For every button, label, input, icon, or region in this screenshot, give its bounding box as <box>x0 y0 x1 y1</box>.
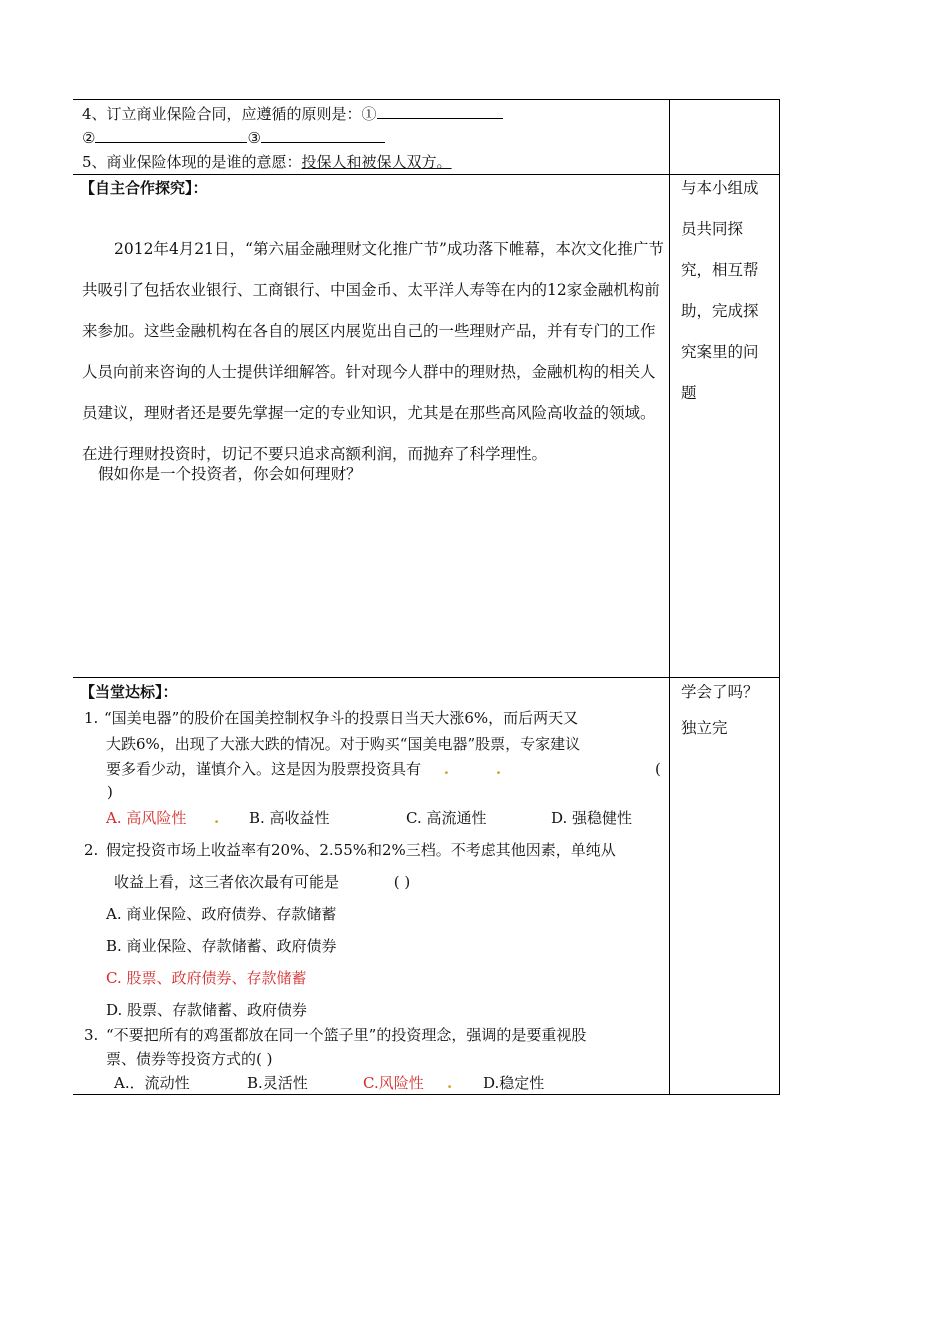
column-divider <box>669 99 670 1095</box>
q3-line2: 票、债券等投资方式的( ) <box>106 1050 273 1068</box>
item4-line1 <box>82 104 503 124</box>
q1-option-c[interactable]: C. 高流通性 <box>406 809 487 827</box>
q3-option-c[interactable]: C.风险性 <box>363 1074 424 1092</box>
item4-circle-3: ③ <box>247 129 261 147</box>
q3-option-d[interactable]: D.稳定性 <box>483 1074 545 1092</box>
q3-line1: “不要把所有的鸡蛋都放在同一个篮子里”的投资理念，强调的是要重视股 <box>106 1026 587 1044</box>
q2-option-a[interactable]: A. 商业保险、政府债券、存款储蓄 <box>106 905 337 923</box>
case-paragraph: 2012年4月21日，“第六届金融理财文化推广节”成功落下帷幕，本次文化推广节共吸引了包括农业银行、工商银行、中国金币、太平洋人寿等在内的12家金融机构前来参加。这些金融机构在各自的展区内展览出自己的一些理财产品，并有专门的工作人员向前来咨询的人士提供详细解答。针对现今人群中的理财热，金融机构的相关人员建议，理财者还是要先掌握一定的专业知识，尤其是在那些高风险高收益的领域。在进行理财投资时，切记不要只追求高额利润，而抛弃了科学理性。 <box>82 240 664 463</box>
q1-option-d[interactable]: D. 强稳健性 <box>551 809 633 827</box>
item5-answer: 投保人和被保人双方。 <box>301 153 452 171</box>
group-instruction: 与本小组成员共同探究，相互帮助，完成探究案里的问题 <box>681 179 759 402</box>
q1-line2: 大跌6%，出现了大涨大跌的情况。对于购买“国美电器”股票，专家建议 <box>106 735 581 753</box>
item4-blank-3[interactable] <box>261 128 385 143</box>
q2-option-c[interactable]: C. 股票、政府债券、存款储蓄 <box>106 969 307 987</box>
q2-number: 2. <box>84 841 99 859</box>
item4-blank-2[interactable] <box>95 128 247 143</box>
q2-line2-text: 收益上看，这三者依次最有可能是 <box>114 873 340 891</box>
row-divider-2 <box>73 677 780 678</box>
item4-text: 4、订立商业保险合同，应遵循的原则是：① <box>82 105 377 123</box>
q1-line3-text: 要多看少动，谨慎介入。这是因为股票投资具有 <box>106 760 422 778</box>
q1-line1: “国美电器”的股价在国美控制权争斗的投票日当天大涨6%，而后两天又 <box>104 709 579 727</box>
q2-line2 <box>114 872 410 892</box>
q1-number: 1. <box>84 709 99 727</box>
practice-side-note-1: 学会了吗？ <box>681 683 759 701</box>
table-top-border <box>73 99 780 100</box>
q3-answer-dot: . <box>447 1074 453 1092</box>
q3-number: 3. <box>84 1026 99 1044</box>
q1-option-a[interactable] <box>106 808 186 828</box>
q1-dot-mark-2: . <box>495 760 502 778</box>
q2-option-d[interactable]: D. 股票、存款储蓄、政府债券 <box>106 1001 308 1019</box>
q1-answer-dot: . <box>214 809 220 827</box>
q3-option-b[interactable]: B.灵活性 <box>247 1074 308 1092</box>
q2-option-b[interactable]: B. 商业保险、存款储蓄、政府债券 <box>106 937 337 955</box>
table-bottom-border <box>73 1094 780 1095</box>
q1-paren-close: ) <box>107 783 113 801</box>
q1-option-b[interactable]: B. 高收益性 <box>249 809 330 827</box>
item4-line2 <box>82 128 385 148</box>
item4-blank-1[interactable] <box>377 104 503 119</box>
item5-text: 5、商业保险体现的是谁的意愿： <box>82 153 302 171</box>
practice-side-note-2: 独立完 <box>681 719 728 737</box>
case-question: 假如你是一个投资者，你会如何理财？ <box>98 465 362 483</box>
q1-option-a-text: A. 高风险性 <box>106 809 187 827</box>
q1-paren-open: ( <box>655 760 661 778</box>
row-divider-1 <box>73 174 780 175</box>
q1-dot-mark-1: . <box>443 760 450 778</box>
q3-option-a[interactable]: A.．流动性 <box>114 1074 190 1092</box>
q2-paren: ( ) <box>393 873 411 891</box>
practice-heading: 【当堂达标】： <box>80 683 178 701</box>
q1-line3 <box>106 759 501 779</box>
item4-circle-2: ② <box>82 129 96 147</box>
cooperative-heading: 【自主合作探究】： <box>80 179 208 197</box>
q2-line1: 假定投资市场上收益率有20%、2.55%和2%三档。不考虑其他因素，单纯从 <box>106 841 616 859</box>
table-right-border <box>779 99 780 1095</box>
item5-line <box>82 152 452 172</box>
